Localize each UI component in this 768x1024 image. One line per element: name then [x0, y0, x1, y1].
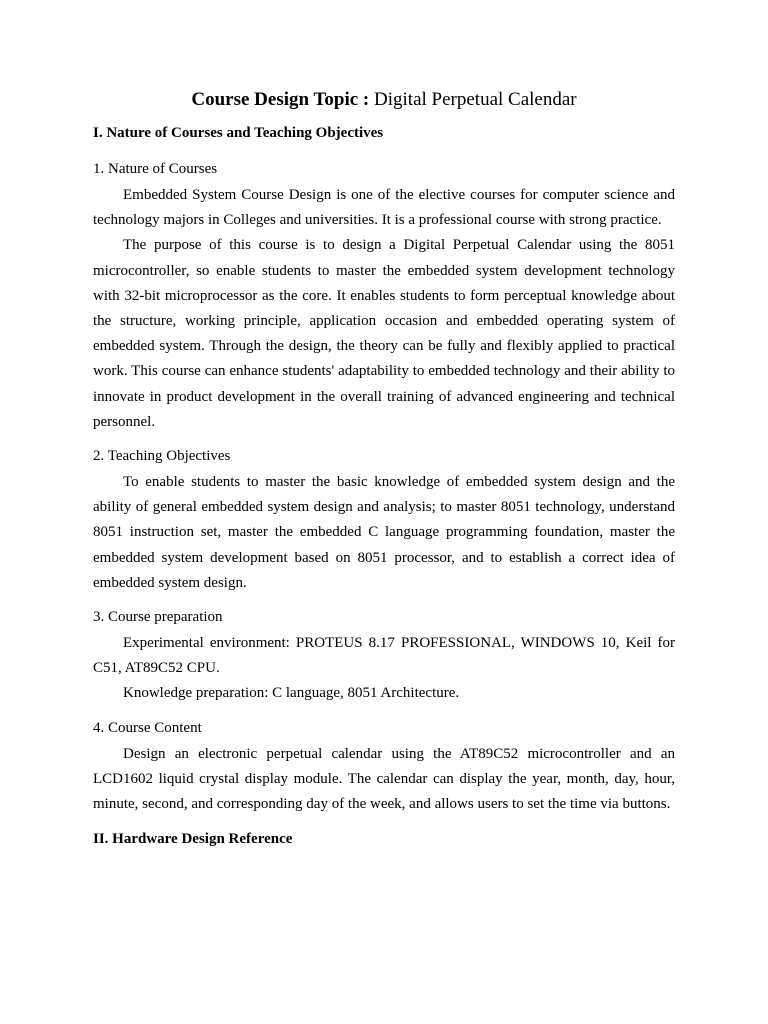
subsection-heading: 1. Nature of Courses [93, 161, 218, 177]
title-label: Course Design Topic : [191, 89, 370, 110]
section-heading-nature-objectives: I. Nature of Courses and Teaching Objectives [93, 125, 384, 141]
paragraph: Knowledge preparation: C language, 8051 Architecture. [123, 685, 460, 702]
paragraph: Design an electronic perpetual calendar using the AT89C52 microcontroller and an LCD1602 liquid crystal display module. The calendar can display the year, month, day, hour, minute, second, and corresponding day of the week, and allows users to set the time via buttons. [93, 745, 675, 813]
section-heading-hardware-design: II. Hardware Design Reference [93, 831, 293, 848]
paragraph: Experimental environment: PROTEUS 8.17 PROFESSIONAL, WINDOWS 10, Keil for C51, AT89C52 CPU. [93, 635, 675, 677]
subsection-teaching-objectives [93, 445, 675, 596]
subsection-heading: 3. Course preparation [93, 609, 223, 626]
subsection-heading: 2. Teaching Objectives [93, 448, 231, 465]
subsection-nature-of-courses [93, 158, 675, 435]
subsection-course-preparation [93, 606, 675, 707]
document-page [93, 86, 675, 864]
subsection-course-content [93, 717, 675, 818]
paragraph: Embedded System Course Design is one of the elective courses for computer science and technology majors in Colleges and universities. It is a professional course with strong practice. [93, 187, 675, 229]
document-title [93, 86, 675, 114]
subsection-heading: 4. Course Content [93, 719, 202, 736]
paragraph: To enable students to master the basic knowledge of embedded system design and the ability of general embedded system design and analysis; to master 8051 technology, understand 8051 instruction set, master the embedded C language programming foundation, master the embedded system development based on 8051 processor, and to establish a correct idea of embedded system design. [93, 474, 675, 591]
paragraph: The purpose of this course is to design a Digital Perpetual Calendar using the 8051 microcontroller, so enable students to master the embedded system development technology with 32-bit microprocessor as the core. It enables students to form perceptual knowledge about the structure, working principle, application occasion and embedded operating system of embedded system. Through the design, the theory can be fully and flexibly applied to practical work. This course can enhance students' adaptability to embedded technology and their ability to innovate in product development in the overall training of advanced engineering and technical personnel. [93, 237, 675, 430]
title-text: Digital Perpetual Calendar [374, 89, 577, 110]
